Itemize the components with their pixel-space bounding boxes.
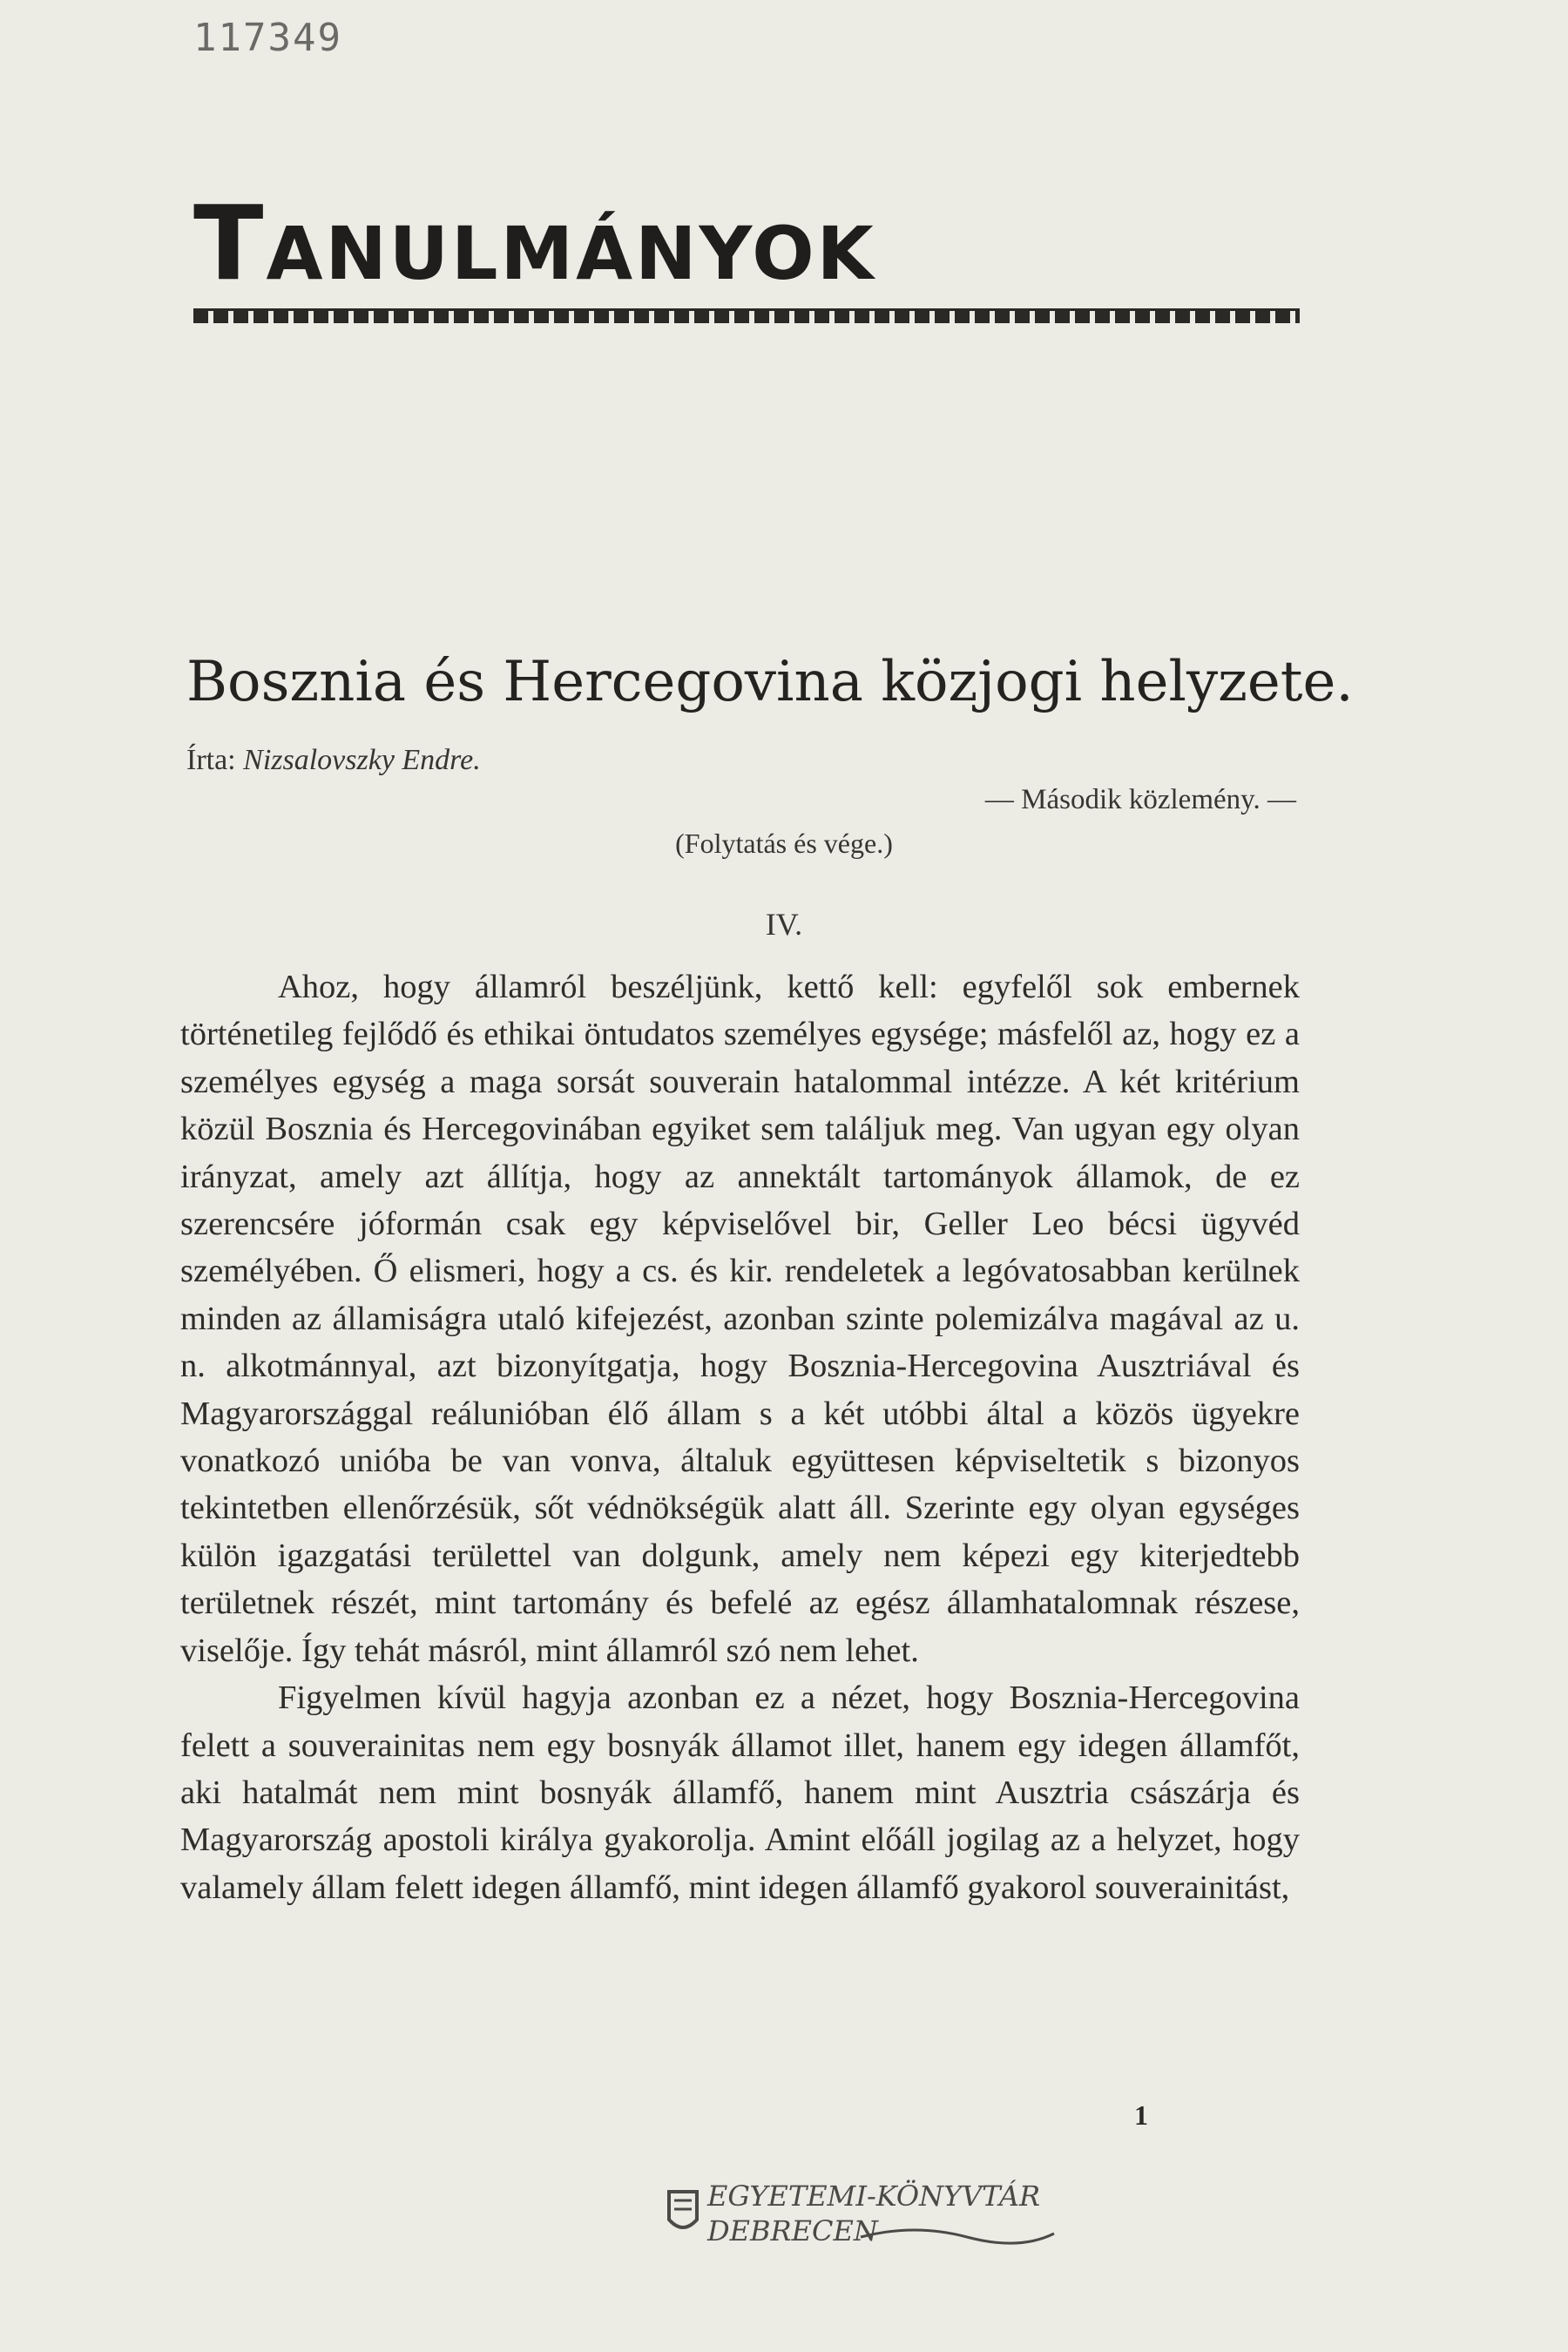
page-number: 1 <box>1134 2099 1148 2131</box>
accession-number: 117349 <box>193 16 342 60</box>
paragraph: Figyelmen kívül hagyja azonban ez a nézet, hogy Bosznia-Hercegovina felett a souverainitas nem egy bosnyák államot illet, hanem egy idegen államfőt, aki hatalmát nem mint bosnyák államfő, hanem mint Ausztria császárja és Magyarország apostoli királya gyakorolja. Amint előáll jogilag az a helyzet, hogy valamely állam felett idegen államfő, mint idegen államfő gyakorol souverainitást, <box>180 1680 1300 1906</box>
library-stamp <box>662 2174 1071 2253</box>
paragraph: Ahoz, hogy államról beszéljünk, kettő kell: egyfelől sok embernek történetileg fejlődő és ethikai öntudatos személyes egysége; másfelől az, hogy ez a személyes egység a maga sorsát souverain hatalommal intézze. A két kritérium közül Bosznia és Hercegovinában egyiket sem találjuk meg. Van ugyan egy olyan irányzat, amely azt állítja, hogy az annektált tartományok államok, de ez szerencsére jóformán csak egy képviselővel bir, Geller Leo bécsi ügyvéd személyében. Ő elismeri, hogy a cs. és kir. rendeletek a legóvatosabban kerülnek minden az államiságra utaló kifejezést, azonban szinte polemizálva magával az u. n. alkotmánnyal, azt bizonyítgatja, hogy Bosznia-Hercegovina Ausztriával és Magyarországgal reálunióban élő állam s a két utóbbi által a közös ügyekre vonatkozó unióba be van vonva, általuk együttesen képviseltetik s bizonyos tekintetben ellenőrzésük, sőt védnökségük alatt áll. Szerinte egy olyan egységes külön igazgatási területtel van dolgunk, amely nem képezi egy kiterjedtebb területnek részét, mint tartomány és befelé az egész államhatalomnak részese, viselője. Így tehát másról, mint államról szó nem lehet. <box>180 969 1300 1669</box>
author-line <box>186 744 481 777</box>
crest-icon <box>669 2192 697 2227</box>
installment-note: — Második közlemény. — <box>984 784 1296 815</box>
continuation-note: (Folytatás és vége.) <box>675 828 893 859</box>
chapter-numeral: IV. <box>765 907 803 942</box>
section-title-rest: ANULMÁNYOK <box>266 211 876 296</box>
library-stamp-line1: EGYETEMI-KÖNYVTÁR <box>707 2180 1041 2213</box>
section-title-initial: T <box>193 183 267 303</box>
article-body <box>180 963 1300 1911</box>
section-header <box>193 183 1300 323</box>
library-stamp-line2: DEBRECEN <box>707 2214 878 2247</box>
article-title: Bosznia és Hercegovina közjogi helyzete. <box>186 650 1354 714</box>
section-title <box>193 183 1300 303</box>
author-name: Nizsalovszky Endre. <box>243 744 481 776</box>
section-divider <box>193 308 1300 323</box>
author-prefix: Írta: <box>186 744 244 776</box>
stamp-flourish-icon <box>861 2230 1054 2243</box>
